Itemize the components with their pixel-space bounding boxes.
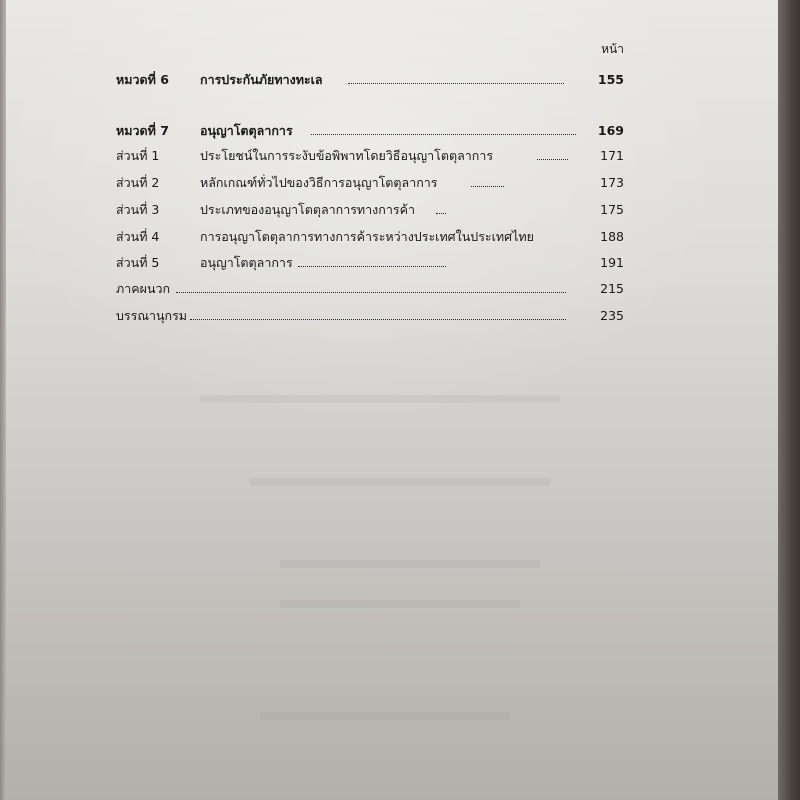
toc-code: ส่วนที่ 4 [116,229,160,244]
toc-entry-part-5 [116,253,624,273]
page-column-header: หน้า [601,42,624,56]
toc-title: บรรณานุกรม [116,308,188,323]
toc-title: ประเภทของอนุญาโตตุลาการทางการค้า [200,202,415,217]
toc-page: 188 [600,229,624,244]
toc-code: หมวดที่ 6 [116,72,169,87]
dot-leader [537,159,568,160]
toc-page: 175 [600,202,624,217]
toc-page: 235 [600,308,624,323]
toc-title: ประโยชน์ในการระงับข้อพิพาทโดยวิธีอนุญาโตตุลาการ [200,148,494,163]
page-binding-shadow [778,0,800,800]
toc-entry-bibliography [116,306,624,326]
toc-page: 215 [600,281,624,296]
toc-entry-appendix [116,279,624,299]
toc-page: 169 [597,123,624,138]
dot-leader [436,213,446,214]
toc-page: 171 [600,148,624,163]
toc-title: อนุญาโตตุลาการ [200,255,293,270]
toc-entry-part-3 [116,200,624,220]
dot-leader [190,319,566,320]
toc-page: 191 [600,255,624,270]
toc-page: 173 [600,175,624,190]
toc-code: หมวดที่ 7 [116,123,169,138]
show-through-line [280,560,540,568]
toc-page: 155 [597,72,624,87]
show-through-line [260,712,510,720]
show-through-line [280,600,520,608]
toc-code: ส่วนที่ 1 [116,148,160,163]
dot-leader [298,266,446,267]
toc-code: ส่วนที่ 3 [116,202,160,217]
toc-entry-chapter-7 [116,121,624,141]
dot-leader [311,134,576,135]
toc-entry-chapter-6 [116,70,624,90]
toc-title: หลักเกณฑ์ทั่วไปของวิธีการอนุญาโตตุลาการ [200,175,438,190]
dot-leader [348,83,564,84]
toc-entry-part-4 [116,227,624,247]
dot-leader [176,292,566,293]
toc-title: การอนุญาโตตุลาการทางการค้าระหว่างประเทศในประเทศไทย [200,229,534,244]
toc-code: ส่วนที่ 5 [116,255,160,270]
toc-title: การประกันภัยทางทะเล [200,72,323,87]
toc-code: ส่วนที่ 2 [116,175,160,190]
toc-entry-part-2 [116,173,624,193]
toc-entry-part-1 [116,146,624,166]
dot-leader [471,186,504,187]
page-left-edge [0,0,6,800]
show-through-line [250,478,550,486]
toc-title: ภาคผนวก [116,281,171,296]
show-through-line [200,395,560,403]
toc-title: อนุญาโตตุลาการ [200,123,293,138]
